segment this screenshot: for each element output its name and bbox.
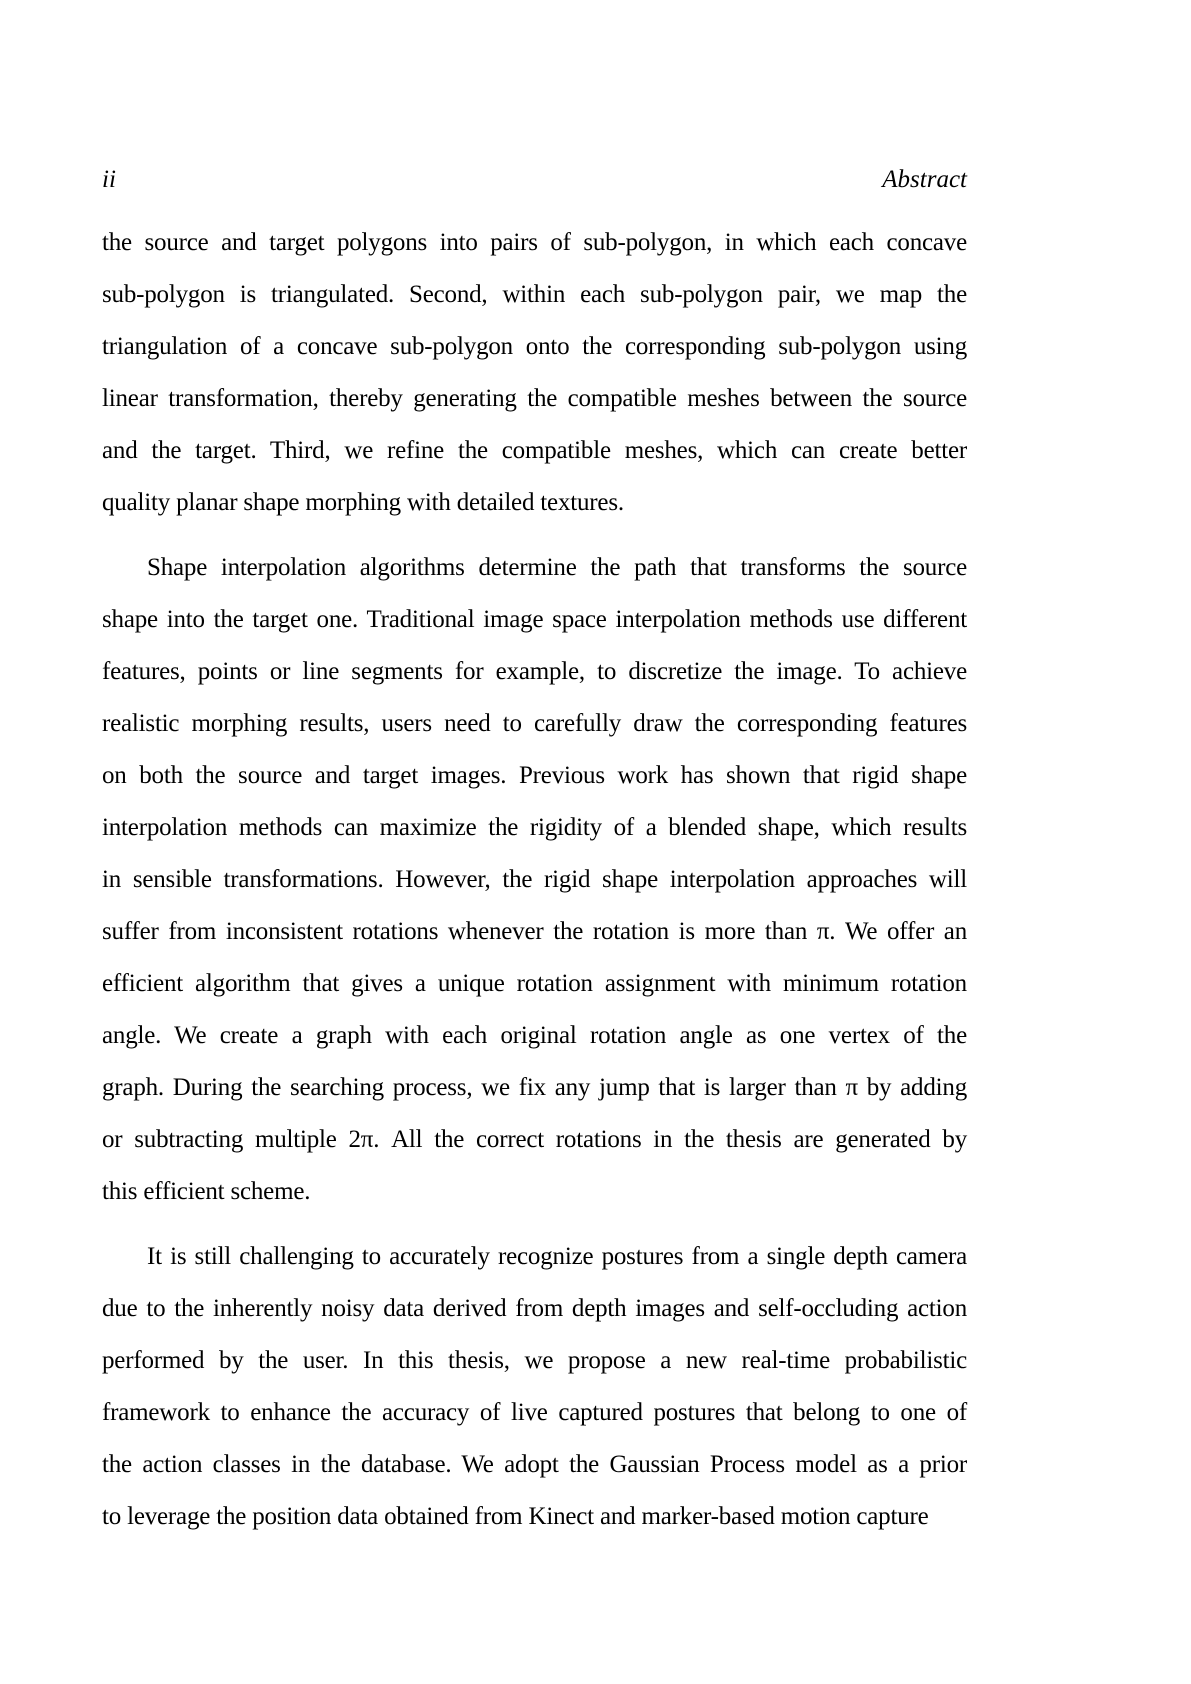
text-line: Shape interpolation algorithms determine the path that transforms the source	[147, 554, 967, 581]
text-line: efficient algorithm that gives a unique rotation assignment with minimum rotation	[102, 970, 967, 997]
text-line: sub-polygon is triangulated. Second, within each sub-polygon pair, we map the	[102, 281, 967, 308]
text-line: triangulation of a concave sub-polygon onto the corresponding sub-polygon using	[102, 333, 967, 360]
text-line: on both the source and target images. Previous work has shown that rigid shape	[102, 762, 967, 789]
text-line: or subtracting multiple 2π. All the correct rotations in the thesis are generated by	[102, 1126, 967, 1153]
paragraph	[102, 1231, 967, 1543]
abstract-body-text	[102, 217, 967, 1543]
text-line: shape into the target one. Traditional image space interpolation methods use different	[102, 606, 967, 633]
text-line: the action classes in the database. We adopt the Gaussian Process model as a prior	[102, 1451, 967, 1478]
paragraph	[102, 542, 967, 1218]
text-line: quality planar shape morphing with detailed textures.	[102, 489, 624, 516]
text-line: graph. During the searching process, we fix any jump that is larger than π by adding	[102, 1074, 967, 1101]
text-line: the source and target polygons into pairs of sub-polygon, in which each concave	[102, 229, 967, 256]
running-header-title: Abstract	[882, 166, 967, 193]
text-line: It is still challenging to accurately recognize postures from a single depth camera	[147, 1243, 967, 1270]
text-line: features, points or line segments for example, to discretize the image. To achieve	[102, 658, 967, 685]
text-line: framework to enhance the accuracy of live captured postures that belong to one of	[102, 1399, 967, 1426]
text-line: this efficient scheme.	[102, 1178, 311, 1205]
text-line: to leverage the position data obtained from Kinect and marker-based motion capture	[102, 1503, 929, 1530]
text-line: angle. We create a graph with each original rotation angle as one vertex of the	[102, 1022, 967, 1049]
text-line: due to the inherently noisy data derived from depth images and self-occluding action	[102, 1295, 967, 1322]
text-line: performed by the user. In this thesis, we propose a new real-time probabilistic	[102, 1347, 967, 1374]
running-header	[102, 166, 967, 194]
text-line: interpolation methods can maximize the rigidity of a blended shape, which results	[102, 814, 967, 841]
text-line: suffer from inconsistent rotations whenever the rotation is more than π. We offer an	[102, 918, 967, 945]
paragraph	[102, 217, 967, 529]
text-line: and the target. Third, we refine the compatible meshes, which can create better	[102, 437, 967, 464]
page-number: ii	[102, 166, 116, 193]
text-line: realistic morphing results, users need to carefully draw the corresponding features	[102, 710, 967, 737]
text-line: linear transformation, thereby generating the compatible meshes between the source	[102, 385, 967, 412]
text-line: in sensible transformations. However, the rigid shape interpolation approaches will	[102, 866, 967, 893]
